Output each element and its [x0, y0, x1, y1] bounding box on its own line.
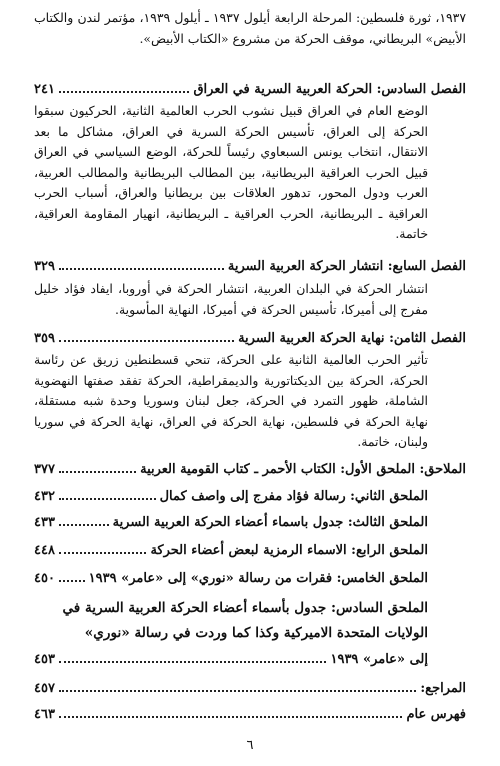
entry-page: ٤٦٣: [34, 707, 55, 722]
chapter-7-summary: انتشار الحركة في البلدان العربية، انتشار الحركة في أوروبا، ايفاد فؤاد خليل مفرج إلى أميركا، تأسيس الحركة في أميركا، النهاية المأسوية.: [34, 281, 428, 317]
entry-page: ٤٥٣: [34, 652, 55, 667]
appendix-6-title-line-1: الملحق السادس: جدول بأسماء أعضاء الحركة العربية السرية في: [62, 600, 428, 616]
entry-page: ٤٣٣: [34, 515, 55, 530]
entry-page: ٣٧٧: [34, 462, 55, 477]
dot-leader: [59, 458, 136, 473]
page-number: ٦: [246, 738, 254, 753]
entry-page: ٤٥٧: [34, 681, 55, 696]
dot-leader: [59, 648, 327, 663]
entry-title: المراجع:: [420, 681, 466, 696]
entry-page: ٤٣٢: [34, 489, 55, 504]
toc-entry-chapter-7[interactable]: [34, 255, 466, 277]
entry-title: الفصل الثامن: نهاية الحركة العربية السرية: [238, 331, 466, 346]
dot-leader: [59, 539, 147, 554]
entry-title: فهرس عام: [406, 707, 466, 722]
entry-title: الملحق الرابع: الاسماء الرمزية لبعض أعضاء الحركة: [150, 543, 428, 558]
appendix-6-title-line-2: الولايات المتحدة الاميركية وكذا كما وردت في رسالة «نوري»: [84, 625, 428, 641]
chapter-6-summary: الوضع العام في العراق قبيل نشوب الحرب العالمية الثانية، الحركيون سبقوا الحركة إلى العراق، تأسيس الحركة السرية في العراق، مشاكل ما بعد الانتقال، انتخاب يونس السبعاوي رئيساً للحركة، الوضع السياسي في العراق قبيل الحرب العراقية البريطانية، بين المطالب البريطانية والمطالب العربية، العرب ودول المحور، تدهور العلاقات بين بريطانيا والعراق، أسباب الحرب العراقية ـ البريطانية، الحرب العراقية ـ البريطانية، انهيار المقاومة العراقية، خاتمة.: [34, 103, 428, 241]
entry-title: الملاحق: الملحق الأول: الكتاب الأحمر ـ كتاب القومية العربية: [140, 462, 466, 477]
entry-page: ٢٤١: [34, 82, 55, 97]
entry-title: إلى «عامر» ١٩٣٩: [330, 652, 428, 667]
toc-entry-appendix-5[interactable]: [34, 567, 466, 589]
toc-entry-chapter-8[interactable]: [34, 327, 466, 349]
chapter-8-summary: تأثير الحرب العالمية الثانية على الحركة، تنحي قسطنطين زريق عن رئاسة الحركة، الحركة بين الديكتاتورية والديمقراطية، الحركة تفقد صفتها النهضوية الشاملة، ظهور التمرد في الحركة، جعل لبنان وسوريا وحدة شبه مستقلة، نهاية الحركة في فلسطين، نهاية الحركة في العراق، نهاية الحركة في سوريا ولبنان، خاتمة.: [34, 352, 428, 449]
entry-page: ٤٥٠: [34, 571, 55, 586]
toc-entry-appendix-1[interactable]: [34, 458, 466, 480]
entry-title: الملحق الخامس: فقرات من رسالة «نوري» إلى «عامر» ١٩٣٩: [88, 571, 428, 586]
entry-page: ٣٢٩: [34, 259, 55, 274]
intro-text: ١٩٣٧، ثورة فلسطين: المرحلة الرابعة أيلول ١٩٣٧ ـ أيلول ١٩٣٩، مؤتمر لندن والكتاب الأبيض» البريطاني، موقف الحركة من مشروع «الكتاب الأبيض».: [34, 10, 466, 46]
toc-entry-appendix-6[interactable]: [34, 648, 466, 670]
dot-leader: [59, 485, 156, 500]
toc-entry-appendix-4[interactable]: [34, 539, 466, 561]
toc-entry-appendix-3[interactable]: [34, 511, 466, 533]
toc-entry-references[interactable]: [34, 677, 466, 699]
entry-title: الملحق الثاني: رسالة فؤاد مفرج إلى واصف كمال: [159, 489, 428, 504]
dot-leader: [59, 327, 234, 342]
entry-title: الفصل السابع: انتشار الحركة العربية السرية: [227, 259, 466, 274]
dot-leader: [59, 511, 109, 526]
toc-entry-appendix-2[interactable]: [34, 485, 466, 507]
dot-leader: [59, 78, 190, 93]
entry-title: الفصل السادس: الحركة العربية السرية في العراق: [193, 82, 466, 97]
dot-leader: [59, 255, 224, 270]
toc-entry-chapter-6[interactable]: [34, 78, 466, 100]
entry-page: ٣٥٩: [34, 331, 55, 346]
dot-leader: [59, 703, 403, 718]
dot-leader: [59, 677, 416, 692]
entry-title: الملحق الثالث: جدول باسماء أعضاء الحركة العربية السرية: [112, 515, 428, 530]
toc-entry-index[interactable]: [34, 703, 466, 725]
entry-page: ٤٤٨: [34, 543, 55, 558]
dot-leader: [59, 567, 85, 582]
